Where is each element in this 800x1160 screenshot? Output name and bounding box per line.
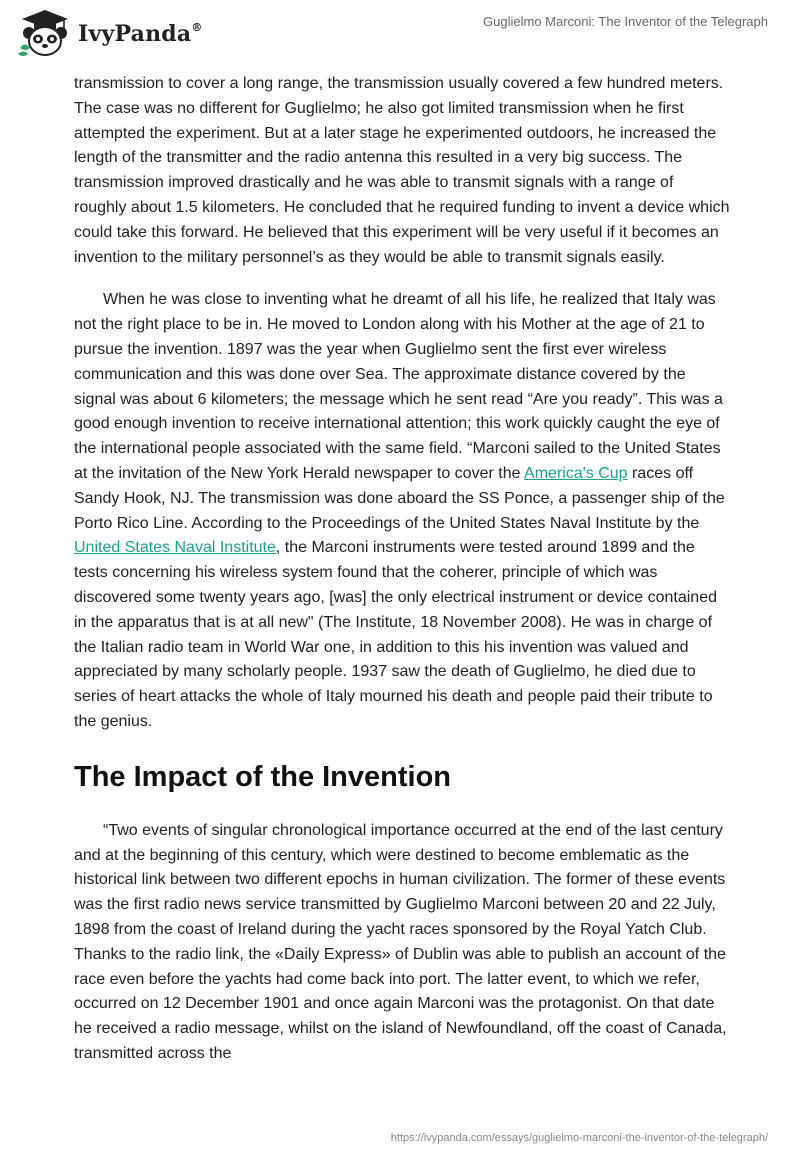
logo-wordmark: IvyPanda®	[78, 20, 203, 47]
paragraph-2-text-a: When he was close to inventing what he dreamt of all his life, he realized that Italy was not the right place to be in. He moved to London along with his Mother at the age of 21 to pursue the invention. 1897 was the year when Guglielmo sent the first ever wireless communication and this was done over Sea. The approximate distance covered by the signal was about 6 kilometers; the message which he sent read “Are you ready”. This was a good enough invention to receive international attention; this work quickly caught the eye of the international people associated with the same field. “Marconi sailed to the United States at the invitation of the New York Herald newspaper to cover the	[74, 291, 723, 482]
naval-institute-link[interactable]: United States Naval Institute	[74, 539, 276, 557]
paragraph-1: transmission to cover a long range, the transmission usually covered a few hundred meters. The case was no different for Guglielmo; he also got limited transmission when he first attempted the experiment. But at a later stage he experimented outdoors, he increased the length of the transmitter and the radio antenna this resulted in a very big success. The transmission improved drastically and he was able to transmit signals with a range of roughly about 1.5 kilometers. He concluded that he required funding to invent a device which could take this forward. He believed that this experiment will be very useful if it becomes an invention to the military personnel’s as they would be able to transmit signals easily.	[74, 75, 730, 266]
paragraph-2-text-b: races off Sandy Hook, NJ. The transmission was done aboard the SS Ponce, a passenger ship of the Porto Rico Line. According to the Proceedings of the United States Naval Institute by the	[74, 464, 725, 532]
page-header	[0, 0, 800, 70]
essay-content	[74, 72, 730, 1067]
paragraph-2-text-c: , the Marconi instruments were tested around 1899 and the tests concerning his wireless system found that the coherer, principle of which was discovered some twenty years ago, [was] the only electrical instrument or device contained in the apparatus that is at all new" (The Institute, 18 November 2008). He was in charge of the Italian radio team in World War one, in addition to this his invention was valued and appreciated by many scholarly people. 1937 saw the death of Guglielmo, he died due to series of heart attacks the whole of Italy mourned his death and people paid their tribute to the genius.	[74, 539, 717, 730]
section-heading: The Impact of the Invention	[74, 760, 452, 793]
source-url: https://ivypanda.com/essays/guglielmo-marconi-the-inventor-of-the-telegraph/	[390, 1132, 768, 1144]
document-title: Guglielmo Marconi: The Inventor of the Telegraph	[483, 14, 768, 29]
americas-cup-link[interactable]: America's Cup	[524, 464, 628, 482]
ivypanda-logo[interactable]	[16, 8, 226, 58]
paragraph-3: “Two events of singular chronological importance occurred at the end of the last century and at the beginning of this century, which were destined to become emblematic as the historical link between two different epochs in human civilization. The former of these events was the first radio news service transmitted by Guglielmo Marconi between 20 and 22 July, 1898 from the coast of Ireland during the yacht races sponsored by the Royal Yatch Club. Thanks to the radio link, the «Daily Express» of Dublin was able to publish an account of the race even before the yachts had come back into port. The latter event, to which we refer, occurred on 12 December 1901 and once again Marconi was the protagonist. On that date he received a radio message, whilst on the island of Newfoundland, off the coast of Canada, transmitted across the	[74, 821, 727, 1062]
paragraph-2	[74, 288, 730, 734]
panda-graduate-icon	[16, 8, 74, 58]
